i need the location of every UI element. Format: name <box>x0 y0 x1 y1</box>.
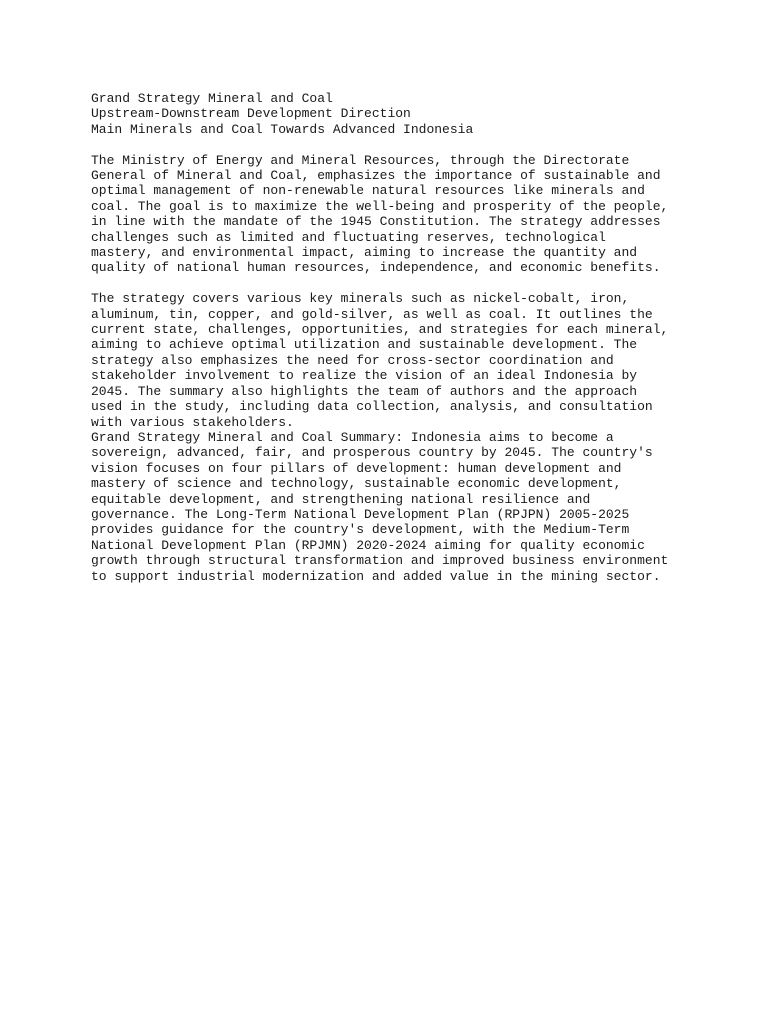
paragraph-line: aluminum, tin, copper, and gold-silver, as well as coal. It outlines the <box>91 306 653 322</box>
paragraph-minerals <box>91 291 731 430</box>
paragraph-intro <box>91 153 731 276</box>
document-subtitle: Upstream-Downstream Development Direction <box>91 106 411 122</box>
paragraph-line: mastery, and environmental impact, aiming to increase the quantity and <box>91 245 638 261</box>
paragraph-line: strategy also emphasizes the need for cross-sector coordination and <box>91 352 614 368</box>
paragraph-gap <box>91 276 731 291</box>
paragraph-line: National Development Plan (RPJMN) 2020-2024 aiming for quality economic <box>91 537 645 553</box>
paragraph-line: The strategy covers various key minerals such as nickel-cobalt, iron, <box>91 291 630 307</box>
paragraph-line: current state, challenges, opportunities, and strategies for each mineral, <box>91 322 669 338</box>
paragraph-line: growth through structural transformation and improved business environment <box>91 553 669 569</box>
paragraph-line: vision focuses on four pillars of development: human development and <box>91 460 622 476</box>
paragraph-line: General of Mineral and Coal, emphasizes the importance of sustainable and <box>91 168 661 184</box>
paragraph-line: sovereign, advanced, fair, and prosperous country by 2045. The country's <box>91 445 653 461</box>
document-page <box>91 91 731 584</box>
paragraph-line: coal. The goal is to maximize the well-being and prosperity of the people, <box>91 198 669 214</box>
paragraph-line: governance. The Long-Term National Development Plan (RPJPN) 2005-2025 <box>91 506 630 522</box>
paragraph-line: challenges such as limited and fluctuating reserves, technological <box>91 229 606 245</box>
paragraph-line: in line with the mandate of the 1945 Constitution. The strategy addresses <box>91 214 661 230</box>
paragraph-line: mastery of science and technology, sustainable economic development, <box>91 476 622 492</box>
document-subtitle-secondary: Main Minerals and Coal Towards Advanced Indonesia <box>91 121 474 137</box>
paragraph-line: quality of national human resources, independence, and economic benefits. <box>91 260 661 276</box>
document-title: Grand Strategy Mineral and Coal <box>91 91 333 106</box>
paragraph-line: provides guidance for the country's development, with the Medium-Term <box>91 522 630 538</box>
paragraph-line: to support industrial modernization and added value in the mining sector. <box>91 568 661 584</box>
paragraph-line: The Ministry of Energy and Mineral Resources, through the Directorate <box>91 152 630 168</box>
title-block <box>91 91 731 137</box>
paragraph-line: with various stakeholders. <box>91 414 294 430</box>
paragraph-line: Grand Strategy Mineral and Coal Summary: Indonesia aims to become a <box>91 429 614 445</box>
paragraph-line: stakeholder involvement to realize the vision of an ideal Indonesia by <box>91 368 638 384</box>
paragraph-line: optimal management of non-renewable natural resources like minerals and <box>91 183 645 199</box>
paragraph-summary <box>91 430 731 584</box>
paragraph-line: 2045. The summary also highlights the team of authors and the approach <box>91 383 638 399</box>
paragraph-line: aiming to achieve optimal utilization and sustainable development. The <box>91 337 638 353</box>
paragraph-line: used in the study, including data collection, analysis, and consultation <box>91 399 653 415</box>
paragraph-gap <box>91 137 731 152</box>
paragraph-line: equitable development, and strengthening national resilience and <box>91 491 591 507</box>
